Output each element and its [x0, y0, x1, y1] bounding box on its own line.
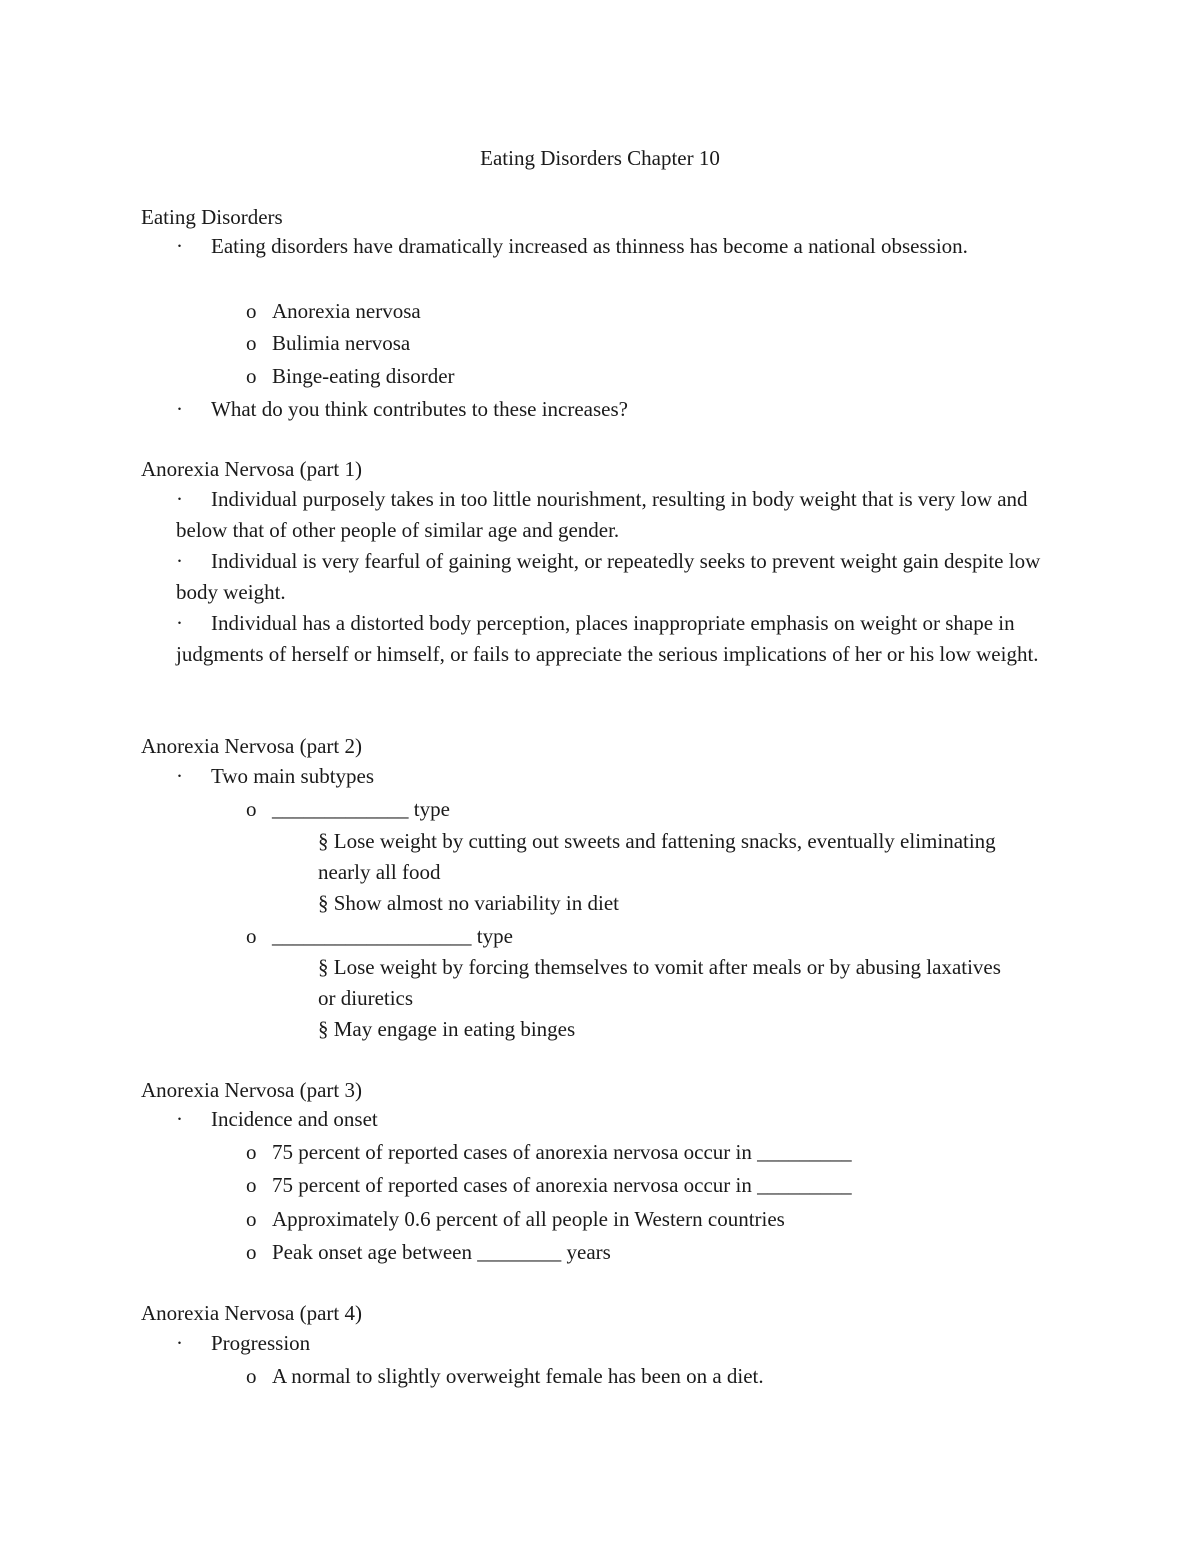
bullet-item: [176, 231, 1056, 262]
bullet-text: Eating disorders have dramatically increased as thinness has become a national obsession.: [211, 234, 968, 258]
bullet-marker: ·: [176, 397, 183, 421]
bullet-item: [176, 484, 1056, 546]
sub-marker: o: [246, 331, 257, 355]
bullet-item: [176, 761, 1056, 792]
sub-text: 75 percent of reported cases of anorexia nervosa occur in _________: [272, 1140, 852, 1164]
section-heading: Anorexia Nervosa (part 4): [141, 1301, 362, 1325]
bullet-marker: ·: [176, 611, 183, 635]
sub-text: Bulimia nervosa: [272, 331, 411, 355]
sub-marker: o: [246, 1173, 257, 1197]
section-heading: Eating Disorders: [141, 205, 283, 229]
bullet-marker: ·: [176, 764, 183, 788]
sub-marker: o: [246, 924, 257, 948]
bullet-marker: ·: [176, 1107, 183, 1131]
sub-marker: o: [246, 1207, 257, 1231]
sub-marker: o: [246, 1364, 257, 1388]
sub-text: Peak onset age between ________ years: [272, 1240, 611, 1264]
bullet-text: Individual has a distorted body perception, places inappropriate emphasis on weight or shape in judgments of herself or himself, or fails to appreciate the serious implications of her or his low weight.: [176, 611, 1039, 666]
sub-text: Anorexia nervosa: [272, 299, 421, 323]
sub-text: 75 percent of reported cases of anorexia nervosa occur in _________: [272, 1173, 852, 1197]
section-heading: Anorexia Nervosa (part 2): [141, 734, 362, 758]
sub-item: [246, 329, 410, 357]
sub-marker: o: [246, 797, 257, 821]
sub-text: ___________________ type: [272, 924, 513, 948]
sub-item: [246, 362, 455, 390]
sub-text: Binge-eating disorder: [272, 364, 455, 388]
sub-marker: o: [246, 1140, 257, 1164]
bullet-marker: ·: [176, 487, 183, 511]
sub-item: [246, 1362, 764, 1390]
sub-marker: o: [246, 299, 257, 323]
sub-marker: o: [246, 364, 257, 388]
sub-text: _____________ type: [272, 797, 450, 821]
sub-text: Approximately 0.6 percent of all people in Western countries: [272, 1207, 785, 1231]
detail-item: § Lose weight by forcing themselves to vomit after meals or by abusing laxatives or diuretics: [318, 955, 1001, 1010]
sub-item: [246, 795, 450, 823]
bullet-text: Two main subtypes: [211, 764, 375, 788]
bullet-text: Individual purposely takes in too little nourishment, resulting in body weight that is very low and below that of other people of similar age and gender.: [176, 487, 1028, 542]
bullet-text: What do you think contributes to these increases?: [211, 397, 628, 421]
bullet-marker: ·: [176, 1331, 183, 1355]
sub-text: A normal to slightly overweight female has been on a diet.: [272, 1364, 764, 1388]
bullet-text: Individual is very fearful of gaining weight, or repeatedly seeks to prevent weight gain despite low body weight.: [176, 549, 1041, 604]
bullet-item: [176, 546, 1056, 608]
sub-marker: o: [246, 1240, 257, 1264]
bullet-item: [176, 1104, 1056, 1135]
detail-item: § Show almost no variability in diet: [318, 891, 619, 915]
bullet-item: [176, 1328, 1056, 1359]
sub-item: [246, 1205, 785, 1233]
sub-item: [246, 1171, 852, 1199]
sub-item: [246, 297, 421, 325]
document-title: Eating Disorders Chapter 10: [480, 146, 720, 170]
bullet-marker: ·: [176, 549, 183, 573]
bullet-item: [176, 394, 1056, 425]
section-heading: Anorexia Nervosa (part 3): [141, 1078, 362, 1102]
detail-item: § Lose weight by cutting out sweets and fattening snacks, eventually eliminating nearly all food: [318, 829, 996, 884]
bullet-text: Progression: [211, 1331, 311, 1355]
section-heading: Anorexia Nervosa (part 1): [141, 457, 362, 481]
bullet-marker: ·: [176, 234, 183, 258]
bullet-text: Incidence and onset: [211, 1107, 378, 1131]
bullet-item: [176, 608, 1056, 670]
sub-item: [246, 922, 513, 950]
sub-item: [246, 1138, 852, 1166]
sub-item: [246, 1238, 611, 1266]
detail-item: § May engage in eating binges: [318, 1017, 576, 1041]
